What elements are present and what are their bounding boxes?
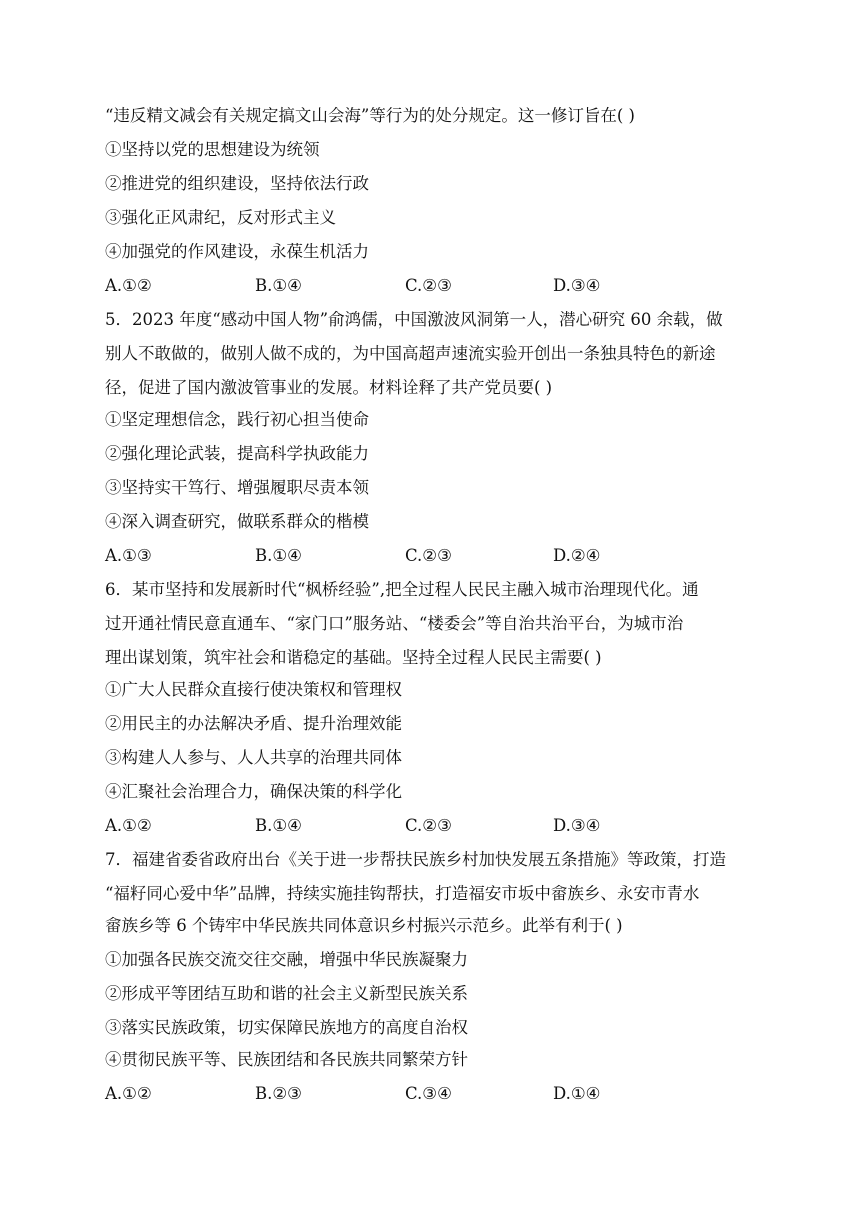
q5-item-2: ②强化理论武装，提高科学执政能力 [105, 444, 369, 463]
q5-item-4: ④深入调查研究，做联系群众的楷模 [105, 512, 369, 531]
q6-option-a: A.①② [105, 816, 152, 835]
q5-item-1: ①坚定理想信念，践行初心担当使命 [105, 410, 369, 429]
q7-stem-line-2: “福籽同心爱中华”品牌，持续实施挂钩帮扶，打造福安市坂中畲族乡、永安市青水 [105, 884, 700, 903]
q4-item-2: ②推进党的组织建设，坚持依法行政 [105, 174, 369, 193]
q5-stem-line-3: 径，促进了国内激波管事业的发展。材料诠释了共产党员要( ) [105, 378, 553, 397]
q5-option-b: B.①④ [255, 546, 302, 565]
q6-option-d: D.③④ [553, 816, 601, 835]
q7-option-d: D.①④ [553, 1084, 601, 1103]
q5-option-c: C.②③ [405, 546, 452, 565]
q7-stem-line-1: 7．福建省委省政府出台《关于进一步帮扶民族乡村加快发展五条措施》等政策，打造 [105, 850, 726, 869]
q4-option-d: D.③④ [553, 276, 601, 295]
q4-stem-line: “违反精文减会有关规定搞文山会海”等行为的处分规定。这一修订旨在( ) [105, 106, 635, 125]
q6-item-4: ④汇聚社会治理合力，确保决策的科学化 [105, 782, 402, 801]
q7-option-c: C.③④ [405, 1084, 452, 1103]
q5-option-a: A.①③ [105, 546, 152, 565]
q4-item-4: ④加强党的作风建设，永葆生机活力 [105, 242, 369, 261]
q6-option-c: C.②③ [405, 816, 452, 835]
q4-option-b: B.①④ [255, 276, 302, 295]
q4-item-1: ①坚持以党的思想建设为统领 [105, 140, 320, 159]
q6-item-2: ②用民主的办法解决矛盾、提升治理效能 [105, 714, 402, 733]
q4-option-a: A.①② [105, 276, 152, 295]
q6-option-b: B.①④ [255, 816, 302, 835]
q7-option-a: A.①② [105, 1084, 152, 1103]
q5-stem-line-1: 5．2023 年度“感动中国人物”俞鸿儒，中国激波风洞第一人，潜心研究 60 余载，做 [105, 310, 723, 329]
q6-stem-line-1: 6．某市坚持和发展新时代“枫桥经验”,把全过程人民民主融入城市治理现代化。通 [105, 580, 699, 599]
q7-item-1: ①加强各民族交流交往交融，增强中华民族凝聚力 [105, 950, 468, 969]
q4-option-c: C.②③ [405, 276, 452, 295]
q7-item-2: ②形成平等团结互助和谐的社会主义新型民族关系 [105, 984, 468, 1003]
q7-stem-line-3: 畲族乡等 6 个铸牢中华民族共同体意识乡村振兴示范乡。此举有利于( ) [105, 916, 623, 935]
q4-item-3: ③强化正风肃纪，反对形式主义 [105, 208, 336, 227]
q7-item-3: ③落实民族政策，切实保障民族地方的高度自治权 [105, 1018, 468, 1037]
q7-item-4: ④贯彻民族平等、民族团结和各民族共同繁荣方针 [105, 1050, 468, 1069]
q5-item-3: ③坚持实干笃行、增强履职尽责本领 [105, 478, 369, 497]
q5-stem-line-2: 别人不敢做的，做别人做不成的，为中国高超声速流实验开创出一条独具特色的新途 [105, 344, 716, 363]
q6-stem-line-3: 理出谋划策，筑牢社会和谐稳定的基础。坚持全过程人民民主需要( ) [105, 648, 602, 667]
q6-item-3: ③构建人人参与、人人共享的治理共同体 [105, 748, 402, 767]
q6-stem-line-2: 过开通社情民意直通车、“家门口”服务站、“楼委会”等自治共治平台，为城市治 [105, 614, 684, 633]
q6-item-1: ①广大人民群众直接行使决策权和管理权 [105, 680, 402, 699]
q5-option-d: D.②④ [553, 546, 601, 565]
q7-option-b: B.②③ [255, 1084, 302, 1103]
